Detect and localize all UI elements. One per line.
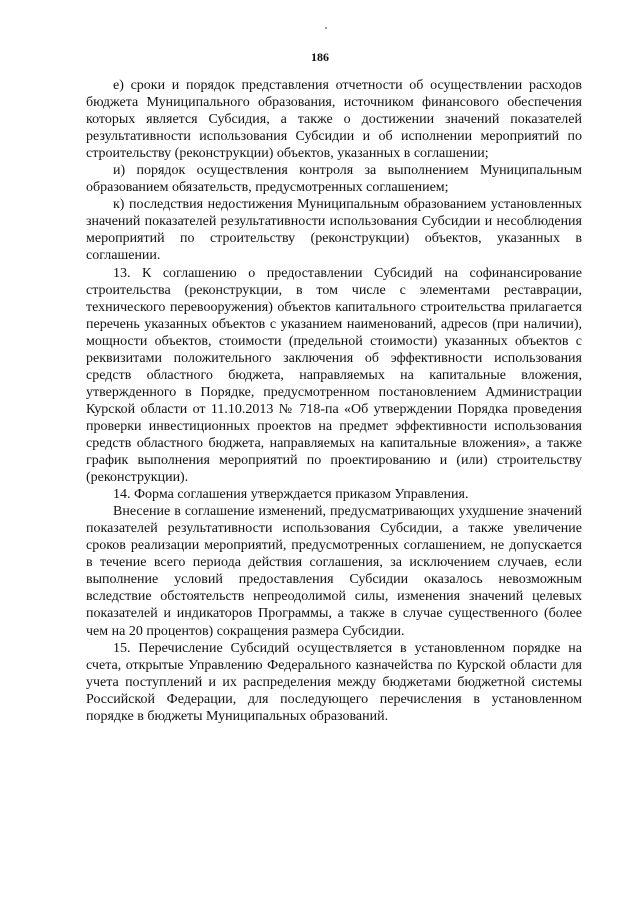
paragraph-13: 13. К соглашению о предоставлении Субсидий на софинансирование строительства (реконструкции, в том числе с элементами реставрации, технического перевооружения) объектов капитального строительства прилагается перечень указанных объектов с указанием наименований, адресов (при наличии), мощности объектов, стоимости (предельной стоимости) указанных объектов с реквизитами положительного заключения об эффективности использования средств областного бюджета, направляемых на капитальные вложения, утвержденного в Порядке, предусмотренном постановлением Администрации Курской области от 11.10.2013 № 718-па «Об утверждении Порядка проведения проверки инвестиционных проектов на предмет эффективности использования средств областного бюджета, направляемых на капитальные вложения», а также график выполнения мероприятий по проектированию и (или) строительству (реконструкции). [86, 265, 582, 486]
paragraph-15: 15. Перечисление Субсидий осуществляется в установленном порядке на счета, открытые Управлению Федерального казначейства по Курской области для учета поступлений и их распределения между бюджетами бюджетной системы Российской Федерации, для последующего перечисления в установленном порядке в бюджеты Муниципальных образований. [86, 640, 582, 724]
paragraph-e: е) сроки и порядок представления отчетности об осуществлении расходов бюджета Муниципального образования, источником финансового обеспечения которых является Субсидия, а также о достижении значений показателей результативности использования Субсидии и об исполнении мероприятий по строительству (реконструкции) объектов, указанных в соглашении; [86, 78, 582, 162]
paragraph-k: к) последствия недостижения Муниципальным образованием установленных значений показателей результативности использования Субсидии и несоблюдения мероприятий по строительству (реконструкции) объектов, указанных в соглашении. [86, 197, 582, 264]
page-number: 186 [311, 50, 329, 64]
scan-speck [325, 27, 327, 29]
paragraph-14: 14. Форма соглашения утверждается приказом Управления. [113, 487, 469, 503]
paragraph-amendments: Внесение в соглашение изменений, предусматривающих ухудшение значений показателей результативности использования Субсидии, а также увеличение сроков реализации мероприятий, предусмотренных соглашением, не допускается в течение всего периода действия соглашения, за исключением случаев, если выполнение условий предоставления Субсидии оказалось невозможным вследствие обстоятельств непреодолимой силы, изменения значений целевых показателей и индикаторов Программы, а также в случае существенного (более чем на 20 процентов) сокращения размера Субсидии. [86, 504, 582, 639]
paragraph-i: и) порядок осуществления контроля за выполнением Муниципальным образованием обязательств, предусмотренных соглашением; [86, 163, 582, 196]
body-text [86, 77, 582, 725]
